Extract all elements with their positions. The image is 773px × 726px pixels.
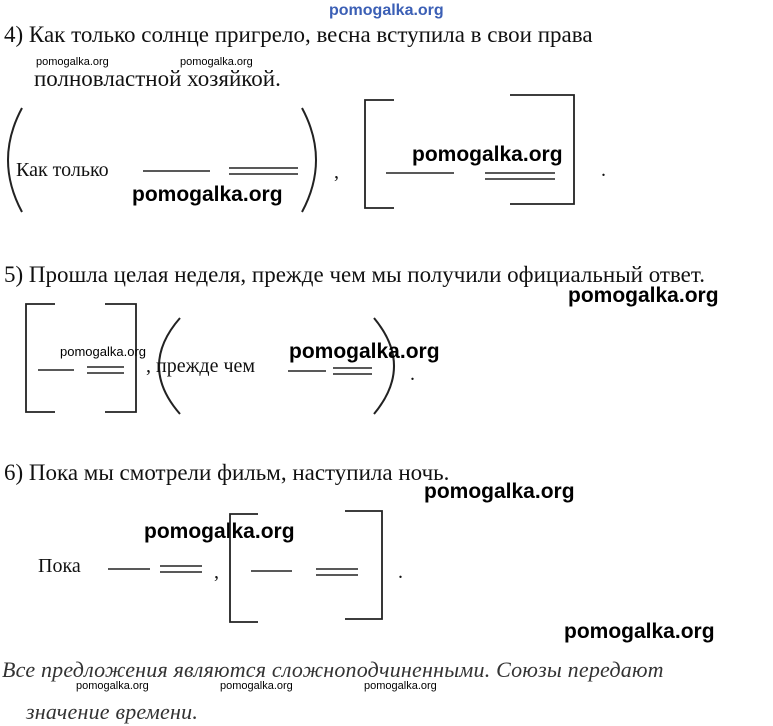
scheme-6-conjunction: Пока (38, 555, 81, 577)
watermark-large: pomogalka.org (564, 620, 715, 643)
scheme-4-period: . (601, 159, 606, 181)
watermark-small: pomogalka.org (36, 56, 109, 68)
conclusion-line-1: Все предложения являются сложноподчиненными. Союзы передают (2, 657, 664, 682)
square-bracket-right (345, 511, 382, 619)
watermark-large: pomogalka.org (412, 143, 563, 166)
scheme-5-period: . (410, 363, 415, 385)
square-bracket-left (230, 514, 258, 622)
watermark-small: pomogalka.org (76, 680, 149, 692)
watermark-large: pomogalka.org (424, 480, 575, 503)
scheme-5-conjunction: , прежде чем (146, 355, 256, 377)
sentence-6: 6) Пока мы смотрели фильм, наступила ночь. (4, 460, 450, 485)
watermark-top: pomogalka.org (329, 2, 444, 19)
scheme-4-conjunction: Как только (16, 159, 109, 181)
watermark-small: pomogalka.org (60, 344, 146, 359)
conclusion-line-2: значение времени. (26, 699, 199, 724)
watermark-large: pomogalka.org (568, 284, 719, 307)
sentence-5: 5) Прошла целая неделя, прежде чем мы получили официальный ответ. (4, 262, 705, 287)
scheme-6-comma: , (214, 561, 219, 583)
watermark-small: pomogalka.org (220, 680, 293, 692)
sentence-4-line-2: полновластной хозяйкой. (34, 66, 281, 91)
watermark-small: pomogalka.org (180, 56, 253, 68)
watermark-small: pomogalka.org (364, 680, 437, 692)
watermark-large: pomogalka.org (289, 340, 440, 363)
scheme-4-comma: , (334, 161, 339, 183)
sentence-4-line-1: 4) Как только солнце пригрело, весна вступила в свои права (4, 22, 593, 47)
watermark-large: pomogalka.org (132, 183, 283, 206)
watermark-large: pomogalka.org (144, 520, 295, 543)
scheme-6-period: . (398, 561, 403, 583)
